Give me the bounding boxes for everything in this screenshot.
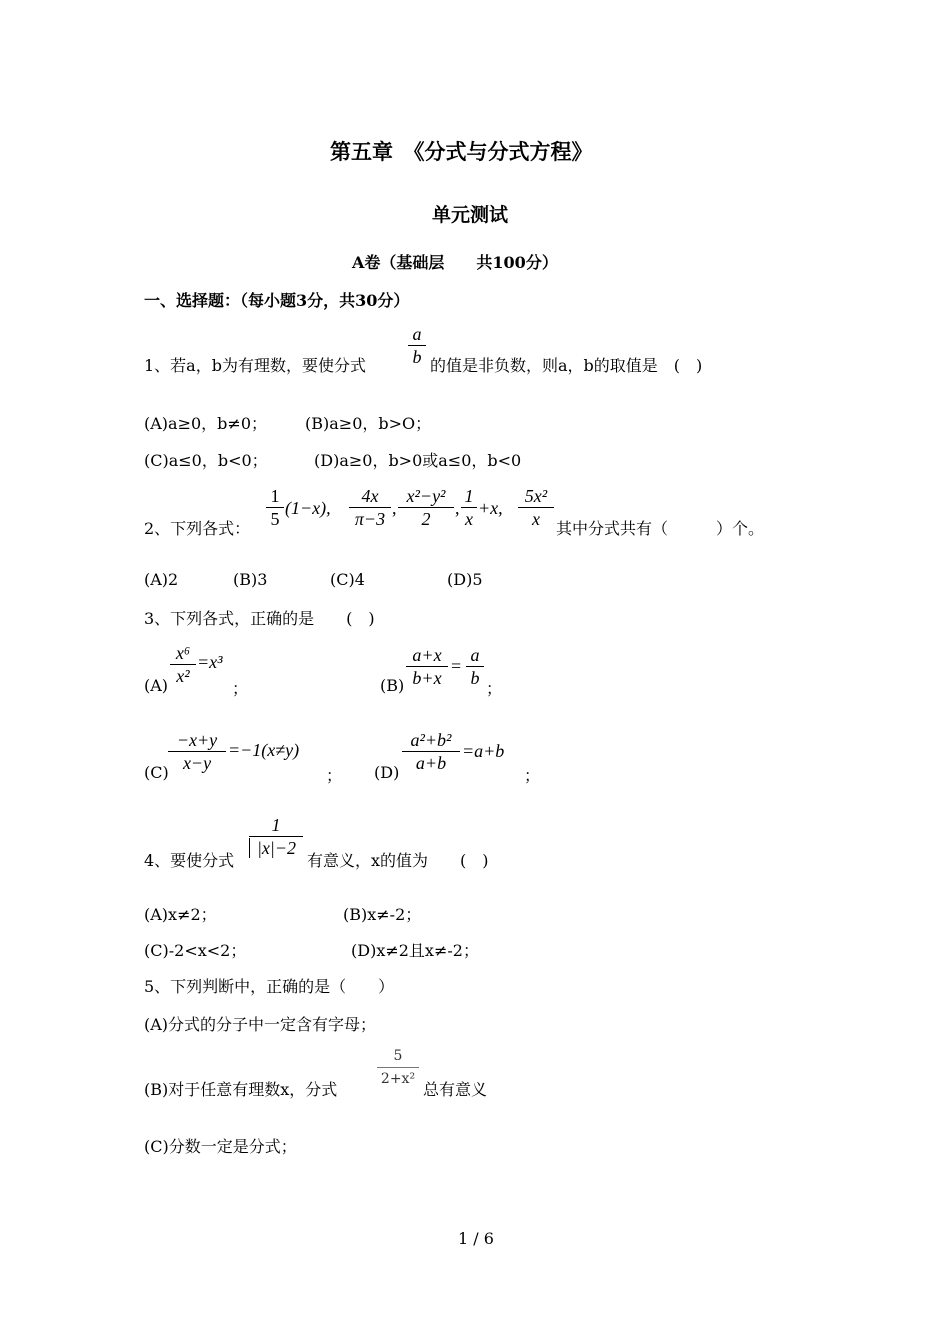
q2-expr3-fraction bbox=[398, 486, 454, 529]
frac-bar bbox=[249, 836, 303, 837]
q2-comma-1: , bbox=[392, 498, 397, 518]
q2-text-before: 2、下列各式： bbox=[144, 519, 251, 538]
q3-option-a-label: (A) bbox=[144, 676, 169, 695]
frac-bar bbox=[168, 751, 226, 752]
q3-d-fraction bbox=[402, 730, 460, 773]
q3-c-rest: =−1(x≠y) bbox=[228, 740, 300, 760]
q1-fraction bbox=[408, 324, 426, 367]
q3-d-num: a²+b² bbox=[410, 730, 452, 750]
q2-expr4-rest: +x, bbox=[478, 498, 503, 518]
frac-bar bbox=[466, 666, 484, 667]
q2-expr4-den: x bbox=[465, 509, 473, 529]
q1-text-after: 的值是非负数，则a，b的取值是 ( ) bbox=[430, 356, 703, 375]
frac-bar bbox=[408, 345, 426, 346]
q4-option-d: (D)x≠2且x≠-2； bbox=[351, 941, 479, 960]
q3-a-rest: =x³ bbox=[197, 652, 223, 672]
q1-option-b: (B)a≥0，b>O； bbox=[305, 414, 432, 433]
q1-option-d: (D)a≥0，b>0或a≤0，b<0 bbox=[314, 451, 522, 470]
q3-a-fraction bbox=[170, 643, 196, 686]
q3-a-num: x⁶ bbox=[175, 643, 191, 663]
q3-text: 3、下列各式，正确的是 ( ) bbox=[144, 609, 375, 628]
paper-heading: A卷（基础层 共100分） bbox=[352, 253, 558, 272]
chapter-title: 第五章 《分式与分式方程》 bbox=[330, 139, 593, 164]
q1-frac-den: b bbox=[412, 347, 422, 367]
frac-bar bbox=[518, 507, 554, 508]
frac-bar bbox=[266, 507, 284, 508]
q5-b-num: 5 bbox=[393, 1048, 403, 1064]
q1-frac-num: a bbox=[412, 324, 422, 344]
q3-d-rest: =a+b bbox=[462, 741, 505, 761]
q2-expr3-num: x²−y² bbox=[406, 486, 446, 506]
q2-expr1-den: 5 bbox=[270, 509, 280, 529]
q3-b-num: a+x bbox=[412, 645, 442, 665]
q4-option-c: (C)-2<x<2； bbox=[144, 941, 247, 960]
q2-expr4-fraction bbox=[461, 486, 477, 529]
q3-b-fraction bbox=[406, 645, 448, 688]
q4-option-b: (B)x≠-2； bbox=[343, 905, 422, 924]
q5-b-den: 2+x² bbox=[380, 1071, 416, 1087]
q3-c-end: ； bbox=[326, 766, 343, 785]
frac-bar bbox=[398, 507, 454, 508]
frac-bar bbox=[170, 664, 196, 665]
q2-expr5-den: x bbox=[532, 509, 540, 529]
q1-text-before: 1、若a，b为有理数，要使分式 bbox=[144, 356, 366, 375]
q3-b-den: b+x bbox=[412, 668, 442, 688]
q4-frac-den: |x|−2 bbox=[249, 838, 303, 858]
q3-d-den: a+b bbox=[415, 753, 447, 773]
q1-option-c: (C)a≤0，b<0； bbox=[144, 451, 268, 470]
q3-c-num: −x+y bbox=[176, 730, 218, 750]
q3-a-den: x² bbox=[176, 666, 190, 686]
q3-b-right-fraction bbox=[466, 645, 484, 688]
q4-text-after: 有意义，x的值为 ( ) bbox=[307, 851, 489, 870]
q2-text-after: 其中分式共有（ ）个。 bbox=[556, 519, 765, 538]
q2-expr2-num: 4x bbox=[361, 486, 379, 506]
q2-expr1-fraction bbox=[266, 486, 284, 529]
q3-a-end: ； bbox=[232, 679, 249, 698]
q2-expr5-fraction bbox=[518, 486, 554, 529]
q5-option-c: (C)分数一定是分式； bbox=[144, 1137, 297, 1156]
frac-bar bbox=[377, 1067, 419, 1068]
unit-test-title: 单元测试 bbox=[432, 204, 509, 226]
q2-expr3-den: 2 bbox=[421, 509, 431, 529]
q3-c-fraction bbox=[168, 730, 226, 773]
q5-b-fraction bbox=[377, 1046, 419, 1089]
q3-b-right-num: a bbox=[470, 645, 480, 665]
section-heading: 一、选择题：（每小题3分，共30分） bbox=[144, 291, 410, 310]
q3-d-end: ； bbox=[524, 766, 541, 785]
q5-option-b-before: (B)对于任意有理数x，分式 bbox=[144, 1080, 338, 1099]
q2-expr1-num: 1 bbox=[270, 486, 280, 506]
q3-b-right-den: b bbox=[470, 668, 480, 688]
frac-bar bbox=[349, 507, 391, 508]
q4-option-a: (A)x≠2； bbox=[144, 905, 217, 924]
q2-expr1-rest: (1−x), bbox=[285, 498, 331, 518]
q2-option-d: (D)5 bbox=[447, 570, 483, 589]
q2-option-a: (A)2 bbox=[144, 570, 179, 589]
q3-option-b-label: (B) bbox=[380, 676, 405, 695]
q3-option-c-label: (C) bbox=[144, 763, 169, 782]
q5-text: 5、下列判断中，正确的是（ ） bbox=[144, 977, 395, 996]
q2-expr4-num: 1 bbox=[464, 486, 474, 506]
q5-option-b-after: 总有意义 bbox=[423, 1080, 488, 1099]
q4-frac-num: 1 bbox=[271, 815, 281, 835]
q2-expr2-fraction bbox=[349, 486, 391, 529]
q1-option-a: (A)a≥0，b≠0； bbox=[144, 414, 267, 433]
q2-option-b: (B)3 bbox=[233, 570, 268, 589]
frac-bar bbox=[402, 751, 460, 752]
q4-fraction bbox=[249, 815, 303, 858]
q2-expr5-num: 5x² bbox=[524, 486, 548, 506]
q3-c-den: x−y bbox=[182, 753, 212, 773]
q2-option-c: (C)4 bbox=[330, 570, 365, 589]
frac-bar bbox=[406, 666, 448, 667]
frac-bar bbox=[461, 507, 477, 508]
q5-option-a: (A)分式的分子中一定含有字母； bbox=[144, 1015, 377, 1034]
q3-option-d-label: (D) bbox=[374, 763, 400, 782]
q3-b-end: ； bbox=[486, 679, 503, 698]
q2-expr2-den: π−3 bbox=[354, 509, 386, 529]
q2-comma-2: , bbox=[455, 498, 460, 518]
page-number: 1 / 6 bbox=[458, 1229, 494, 1248]
q3-b-eq: = bbox=[451, 656, 462, 676]
q4-text-before: 4、要使分式 bbox=[144, 851, 235, 870]
